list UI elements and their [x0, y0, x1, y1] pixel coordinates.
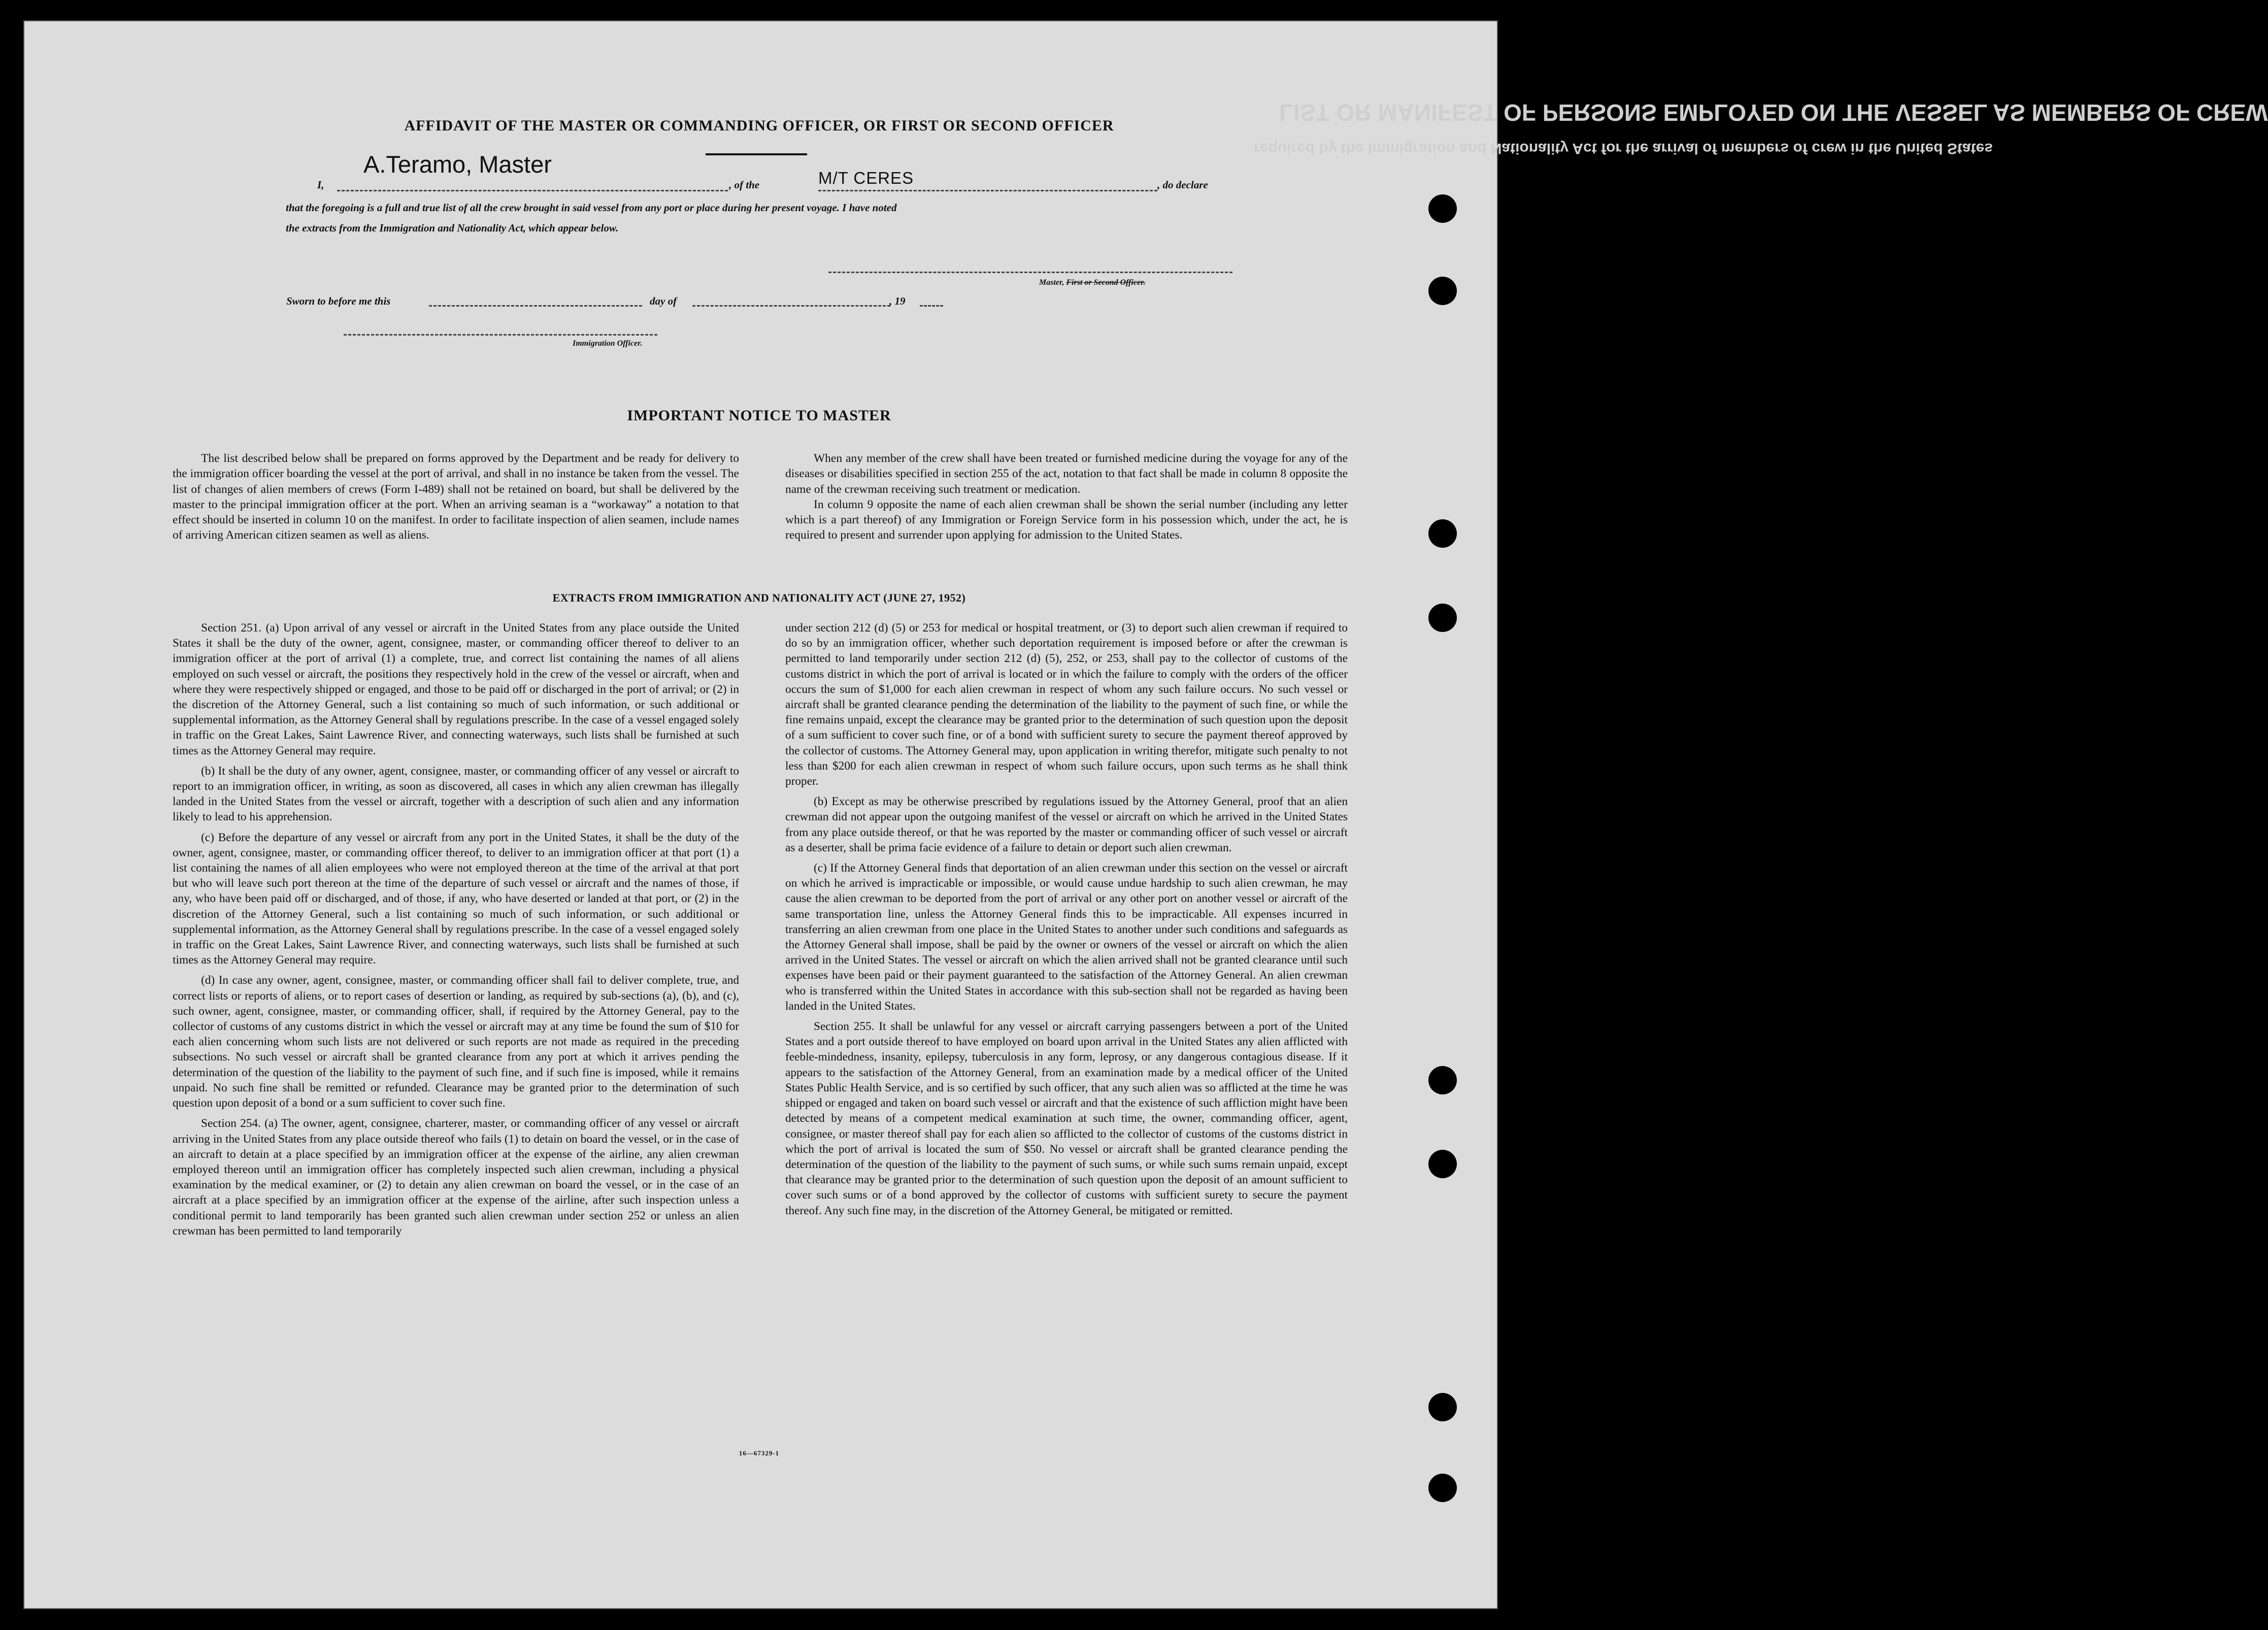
affidavit-i-label: I,: [317, 179, 324, 191]
section-254a-continued: under section 212 (d) (5) or 253 for medical or hospital treatment, or (3) to deport such alien crewman if required to do so by an immigration officer, whether such deportation requirement is imposed before or after the crewman is permitted to land temporarily under section 212 (d) (5), 252, or 253, shall pay to the collector of customs of the customs district in which the port of arrival is located or in which the failure to comply with the orders of the officer occurs the sum of $1,000 for each alien crewman in respect of whom any such failure occurs. No such vessel or aircraft shall be granted clearance pending the determination of the liability to the payment of such fine, or while the fine remains unpaid, except the clearance may be granted prior to the determination of such question upon the deposit of a sum sufficient to cover such fine, or of a bond with sufficient surety to secure the payment thereof approved by the collector of customs. The Attorney General may, upon application in writing therefor, mitigate such penalty to not less than $200 for each alien crewman in respect of whom such failure occurs, upon such terms as he shall think proper.: [785, 621, 1348, 788]
bleed-through-subtitle: required by the Immigration and Nationality Act for the arrival of members of crew in the United States: [1254, 140, 1993, 157]
handwritten-master-name: A.Teramo, Master: [363, 151, 552, 178]
officer-caption: Immigration Officer.: [573, 339, 643, 348]
sworn-day-line: [429, 305, 642, 307]
punch-hole: [1428, 519, 1457, 548]
section-255: Section 255. It shall be unlawful for any vessel or aircraft carrying passengers between a port of the United States and a port outside thereof to have employed on board upon arrival in the United States any alien afflicted with feeble-mindedness, insanity, epilepsy, tuberculosis in any form, leprosy, or any dangerous contagious disease. If it appears to the satisfaction of the Attorney General, from an examination made by a medical officer of the United States Public Health Service, and is so certified by such officer, that any such alien was so afflicted at the time he was shipped or engaged and taken on board such vessel or aircraft and that the existence of such affliction might have been detected by means of a competent medical examination at such time, the owner, commanding officer, agent, consignee, or master thereof shall pay for each alien so afflicted to the collector of customs of the customs district in which the port of arrival is located the sum of $50. No vessel or aircraft shall be granted clearance pending the determination of the question of the liability to the payment of such sums, or while such sums remain unpaid, except that clearance may be granted prior to the determination of such question upon the deposit of an amount sufficient to cover such sums or of a bond approved by the collector of customs with sufficient surety to secure the payment thereof. Any such fine may, in the discretion of the Attorney General, be mitigated or remitted.: [785, 1020, 1348, 1217]
sworn-month-line: [692, 305, 890, 307]
punch-hole: [1428, 1066, 1457, 1094]
signature-caption: [1039, 278, 1146, 287]
year-label: , 19: [889, 295, 906, 307]
declaration-line-1: that the foregoing is a full and true list of all the crew brought in said vessel from any port or place during her present voyage. I have noted: [286, 202, 897, 214]
signature-caption-struck: First or Second Officer.: [1066, 278, 1146, 287]
extracts-left-column: [173, 620, 739, 1244]
notice-title: IMPORTANT NOTICE TO MASTER: [627, 407, 891, 424]
handwritten-vessel-name: M/T CERES: [818, 169, 914, 187]
punch-hole: [1428, 194, 1457, 223]
punch-hole: [1428, 1393, 1457, 1421]
notice-left-column: [173, 451, 739, 543]
affidavit-title: AFFIDAVIT OF THE MASTER OR COMMANDING OFFICER, OR FIRST OR SECOND OFFICER: [404, 117, 1114, 134]
notice-left-paragraph: The list described below shall be prepared on forms approved by the Department and be ready for delivery to the immigration officer boarding the vessel at the port of arrival, and shall in no instance be taken from the vessel. The list of changes of alien members of crews (Form I-489) shall not be retained on board, but shall be delivered by the master to the principal immigration officer at the port. When an arriving seaman is a “workaway” a notation to that effect should be inserted in column 10 on the manifest. In order to facilitate inspection of alien seamen, include names of arriving American citizen seamen as well as aliens.: [173, 452, 739, 542]
affidavit-of-the-label: , of the: [729, 179, 760, 191]
section-251b: (b) It shall be the duty of any owner, agent, consignee, master, or commanding officer of any vessel or aircraft to report to an immigration officer, in writing, as soon as discovered, all cases in which any alien crewman has illegally landed in the United States from the vessel or aircraft, together with a description of such alien and any information likely to lead to his apprehension.: [173, 764, 739, 824]
signature-line: [828, 272, 1232, 273]
affidavit-do-declare-label: , do declare: [1157, 179, 1208, 191]
notice-right-paragraph-1: When any member of the crew shall have been treated or furnished medicine during the voyage for any of the diseases or disabilities specified in section 255 of the act, notation to that fact shall be made in column 8 opposite the name of the crewman receiving such treatment or medication.: [785, 452, 1348, 496]
section-251d: (d) In case any owner, agent, consignee, master, or commanding officer shall fail to deliver complete, true, and correct lists or reports of aliens, or to report cases of desertion or landing, as required by sub-sections (a), (b), and (c), such owner, agent, consignee, master, or commanding officer, shall, if required by the Attorney General, pay to the collector of customs of any customs district in which the vessel or aircraft may at any time be found the sum of $10 for each alien concerning whom such lists are not delivered or such reports are not made as required in the preceding subsections. No such vessel or aircraft shall be granted clearance from any port at which it arrives pending the determination of the question of the liability to the payment of such fine, and if such fine is imposed, while it remains unpaid. No such fine shall be remitted or refunded. Clearance may be granted prior to the determination of such question upon deposit of a bond or a sum sufficient to cover such fine.: [173, 974, 739, 1110]
notice-right-paragraph-2: In column 9 opposite the name of each alien crewman shall be shown the serial number (including any letter which is a part thereof) of any Immigration or Foreign Service form in his possession which, under the act, he is required to present and surrender upon applying for admission to the United States.: [785, 497, 1348, 542]
vessel-fill-line: [818, 190, 1157, 191]
form-number: 16—67329-1: [739, 1449, 780, 1457]
section-254c: (c) If the Attorney General finds that deportation of an alien crewman under this section on the vessel or aircraft on which he arrived is impracticable or impossible, or would cause undue hardship to such alien crewman, he may cause the alien crewman to be deported from the port of arrival or any other port on another vessel or aircraft of the same transportation line, unless the Attorney General finds this to be impracticable. All expenses incurred in transferring an alien crewman from one place in the United States to another under such conditions and safeguards as the Attorney General shall impose, shall be paid by the owner or owners of the vessel or aircraft on which the alien arrived in the United States. The vessel or aircraft on which the alien arrived shall not be granted clearance until such expenses have been paid or their payment guaranteed to the satisfaction of the Attorney General. An alien crewman who is transferred within the United States in accordance with this sub-section shall not be regarded as having been landed in the United States.: [785, 861, 1348, 1013]
punch-hole: [1428, 1150, 1457, 1178]
officer-signature-line: [344, 334, 657, 336]
punch-hole: [1428, 277, 1457, 305]
signature-caption-master: Master,: [1039, 278, 1064, 287]
sworn-label: Sworn to before me this: [286, 295, 391, 307]
title-rule: [706, 153, 807, 155]
extracts-title: EXTRACTS FROM IMMIGRATION AND NATIONALITY ACT (JUNE 27, 1952): [552, 591, 966, 604]
section-254a: Section 254. (a) The owner, agent, consignee, charterer, master, or commanding officer of any vessel or aircraft arriving in the United States from any place outside thereof who fails (1) to detain on board the vessel, or in the case of an aircraft to detain at a place specified by an immigration officer at the expense of the airline, any alien crewman employed thereon until an immigration officer has completely inspected such alien crewman, including a physical examination by the medical examiner, or (2) to detain any alien crewman on board the vessel, or in the case of an aircraft at a place specified by an immigration officer at the expense of the airline, after such inspection unless a conditional permit to land temporarily has been granted such alien crewman under section 252 or unless an alien crewman has been permitted to land temporarily: [173, 1117, 739, 1238]
extracts-right-column: [785, 620, 1348, 1223]
notice-right-column: [785, 451, 1348, 543]
sworn-year-line: [920, 305, 943, 307]
day-of-label: day of: [650, 295, 677, 307]
section-254b: (b) Except as may be otherwise prescribed by regulations issued by the Attorney General, proof that an alien crewman did not appear upon the outgoing manifest of the vessel or aircraft on which he arrived in the United States from any place outside thereof, or that he was reported by the master or commanding officer of such vessel or aircraft as a deserter, shall be prima facie evidence of a failure to detain or deport such alien crewman.: [785, 795, 1348, 854]
punch-hole: [1428, 1474, 1457, 1502]
declaration-line-2: the extracts from the Immigration and Nationality Act, which appear below.: [286, 222, 619, 234]
section-251a: Section 251. (a) Upon arrival of any vessel or aircraft in the United States from any place outside the United States it shall be the duty of the owner, agent, consignee, master, or commanding officer thereof to deliver to an immigration officer at the port of arrival (1) a complete, true, and correct list containing the names of all aliens employed on such vessel or aircraft, the positions they respectively hold in the crew of the vessel or aircraft, when and where they were respectively shipped or engaged, and those to be paid off or discharged in the port of arrival; or (2) in the discretion of the Attorney General, such a list containing so much of such information, or such additional or supplemental information, as the Attorney General shall by regulations prescribe. In the case of a vessel engaged solely in traffic on the Great Lakes, Saint Lawrence River, and connecting waterways, such lists shall be furnished at such times as the Attorney General may require.: [173, 621, 739, 757]
name-fill-line: [337, 190, 728, 191]
section-251c: (c) Before the departure of any vessel or aircraft from any port in the United States, it shall be the duty of the owner, agent, consignee, master, or commanding officer thereof, to deliver to an immigration officer at that port (1) a list containing the names of all alien employees who were not employed thereon at the time of the arrival at that port but who will leave such port thereon at the time of the departure of such vessel or aircraft and the names of those, if any, who have been paid off or discharged, and of those, if any, who have deserted or landed at that port, or (2) in the discretion of the Attorney General, such a list containing so much of such information, or such additional or supplemental information, as the Attorney General shall by regulations prescribe. In the case of a vessel engaged solely in traffic on the Great Lakes, Saint Lawrence River, and connecting waterways, such lists shall be furnished at such times as the Attorney General may require.: [173, 830, 739, 967]
bleed-through-title: LIST OR MANIFEST OF PERSONS EMPLOYED ON THE VESSEL AS MEMBERS OF CREW: [1279, 99, 2268, 126]
punch-hole: [1428, 604, 1457, 632]
